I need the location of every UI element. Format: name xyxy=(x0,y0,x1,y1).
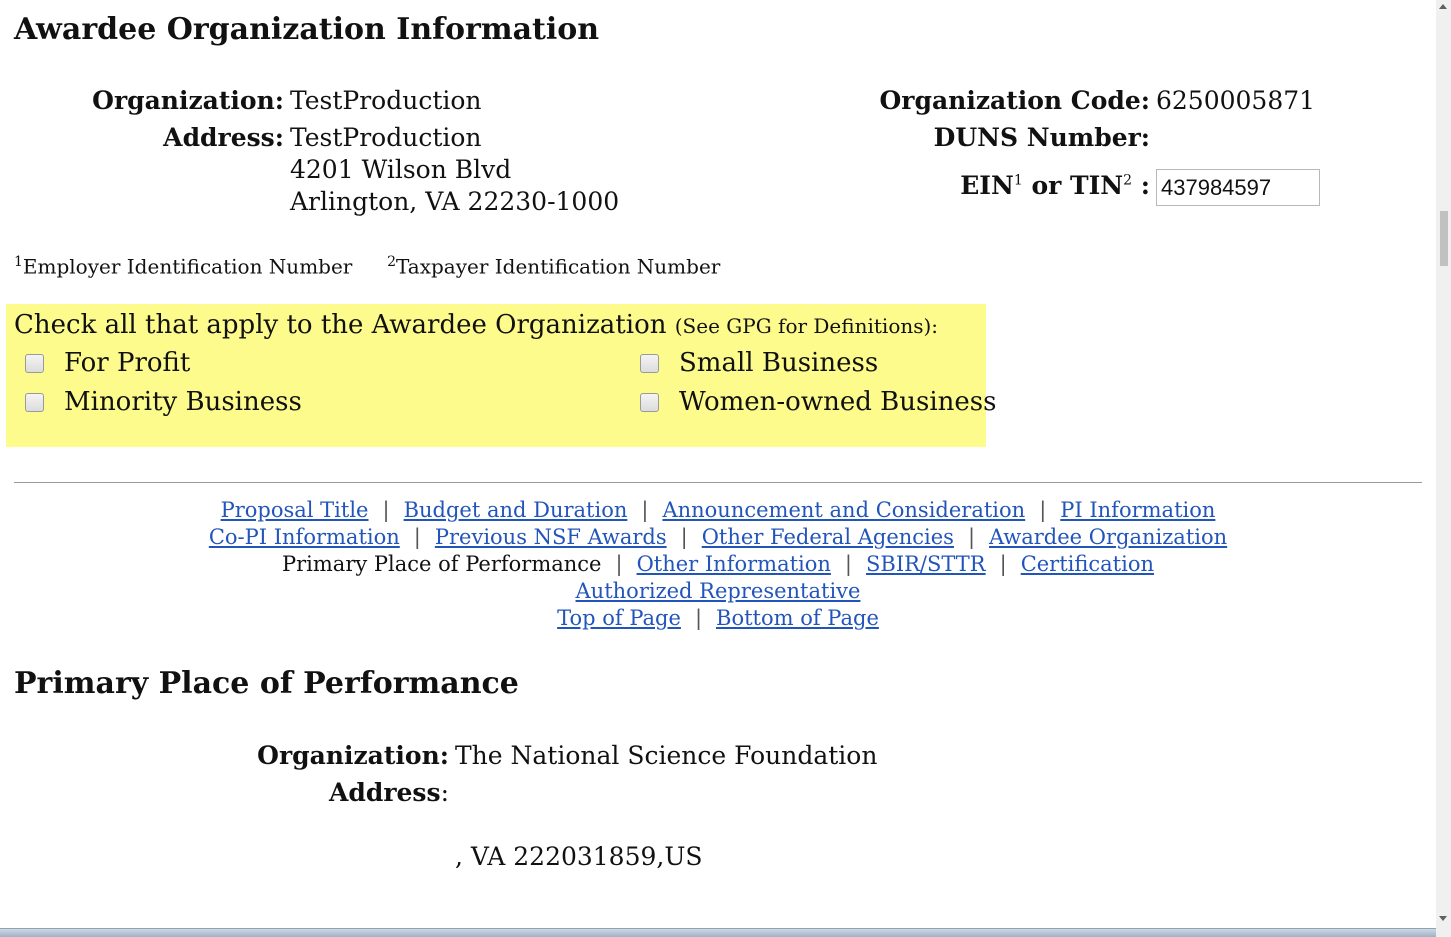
for-profit-checkbox[interactable] xyxy=(25,354,44,373)
nav-link-sbir-sttr[interactable]: SBIR/STTR xyxy=(866,552,986,576)
scrollbar-thumb[interactable] xyxy=(1440,211,1448,266)
section-nav xyxy=(14,497,1422,632)
women-owned-business-label: Women-owned Business xyxy=(679,387,997,417)
minority-business-checkbox[interactable] xyxy=(25,393,44,412)
awardee-heading: Awardee Organization Information xyxy=(14,12,600,47)
nav-link-other-information[interactable]: Other Information xyxy=(636,552,831,576)
org-value: TestProduction xyxy=(290,86,482,115)
checkbox-row-minority-business[interactable] xyxy=(25,387,302,417)
section-divider xyxy=(14,482,1422,483)
nav-separator: | xyxy=(615,552,623,576)
nav-separator: | xyxy=(413,525,421,549)
primary-address-colon: : xyxy=(440,778,449,807)
primary-address-line: , VA 222031859,US xyxy=(455,842,703,871)
checklist-title xyxy=(14,310,938,340)
nav-separator: | xyxy=(967,525,976,549)
women-owned-business-checkbox[interactable] xyxy=(640,393,659,412)
nav-link-copi-information[interactable]: Co-PI Information xyxy=(208,525,400,549)
nav-separator: | xyxy=(999,552,1007,576)
footnotes xyxy=(14,254,720,279)
address-line-2: 4201 Wilson Blvd xyxy=(290,155,512,184)
primary-address-label xyxy=(329,778,449,807)
checkbox-row-small-business[interactable] xyxy=(640,348,878,378)
ein-tin-input[interactable] xyxy=(1156,169,1320,206)
primary-org-label: Organization: xyxy=(257,741,449,770)
bottom-edge xyxy=(0,928,1436,937)
scroll-up-arrow-icon[interactable] xyxy=(1439,4,1447,9)
footnote-1: Employer Identification Number xyxy=(22,254,353,279)
tin-text: or TIN xyxy=(1022,171,1124,200)
nav-link-bottom-of-page[interactable]: Bottom of Page xyxy=(716,606,879,630)
nav-separator: | xyxy=(680,525,688,549)
checkbox-row-women-owned[interactable] xyxy=(640,387,996,417)
checkbox-row-for-profit[interactable] xyxy=(25,348,190,378)
nav-row-5 xyxy=(14,605,1422,632)
primary-place-heading: Primary Place of Performance xyxy=(14,666,519,701)
footnote-2-sup: 2 xyxy=(387,254,396,270)
ein-label xyxy=(960,171,1150,200)
nav-link-top-of-page[interactable]: Top of Page xyxy=(557,606,681,630)
nav-link-authorized-representative[interactable]: Authorized Representative xyxy=(575,579,861,603)
nav-link-other-federal-agencies[interactable]: Other Federal Agencies xyxy=(701,525,954,549)
nav-separator: | xyxy=(844,552,852,576)
primary-org-value: The National Science Foundation xyxy=(455,741,878,770)
nav-link-proposal-title[interactable]: Proposal Title xyxy=(220,498,369,522)
nav-current-primary-place: Primary Place of Performance xyxy=(282,552,602,576)
nav-row-1 xyxy=(14,497,1422,524)
nav-link-pi-information[interactable]: PI Information xyxy=(1060,498,1216,522)
nav-link-previous-awards[interactable]: Previous NSF Awards xyxy=(434,525,667,549)
address-label: Address: xyxy=(163,123,284,152)
ein-sup-2: 2 xyxy=(1123,172,1133,189)
nav-row-3 xyxy=(14,551,1422,578)
checklist-title-note: (See GPG for Definitions): xyxy=(674,314,939,338)
org-label: Organization: xyxy=(92,86,284,115)
footnote-1-sup: 1 xyxy=(14,254,23,270)
nav-separator: | xyxy=(694,606,703,630)
ein-sup-1: 1 xyxy=(1013,172,1023,189)
primary-address-label-text: Address xyxy=(328,778,441,807)
org-code-label: Organization Code: xyxy=(879,86,1150,115)
nav-separator: | xyxy=(382,498,390,522)
scroll-down-arrow-icon[interactable] xyxy=(1439,916,1447,921)
nav-link-announcement[interactable]: Announcement and Consideration xyxy=(662,498,1026,522)
nav-link-awardee-organization[interactable]: Awardee Organization xyxy=(989,525,1228,549)
nav-row-2 xyxy=(14,524,1422,551)
nav-link-certification[interactable]: Certification xyxy=(1020,552,1154,576)
vertical-scrollbar[interactable] xyxy=(1436,0,1451,937)
footnote-2: Taxpayer Identification Number xyxy=(396,254,721,279)
small-business-checkbox[interactable] xyxy=(640,354,659,373)
for-profit-label: For Profit xyxy=(64,348,191,378)
duns-label: DUNS Number: xyxy=(933,123,1150,152)
ein-text: EIN xyxy=(960,171,1014,200)
address-line-1: TestProduction xyxy=(290,123,482,152)
ein-colon: : xyxy=(1132,171,1150,200)
nav-separator: | xyxy=(641,498,649,522)
minority-business-label: Minority Business xyxy=(64,387,302,417)
nav-row-4 xyxy=(14,578,1422,605)
nav-link-budget[interactable]: Budget and Duration xyxy=(403,498,628,522)
nav-separator: | xyxy=(1039,498,1047,522)
org-code-value: 6250005871 xyxy=(1156,86,1316,115)
org-type-checklist xyxy=(6,304,997,447)
checklist-title-text: Check all that apply to the Awardee Organization xyxy=(14,310,667,340)
small-business-label: Small Business xyxy=(679,348,879,378)
address-line-3: Arlington, VA 22230-1000 xyxy=(290,187,620,216)
